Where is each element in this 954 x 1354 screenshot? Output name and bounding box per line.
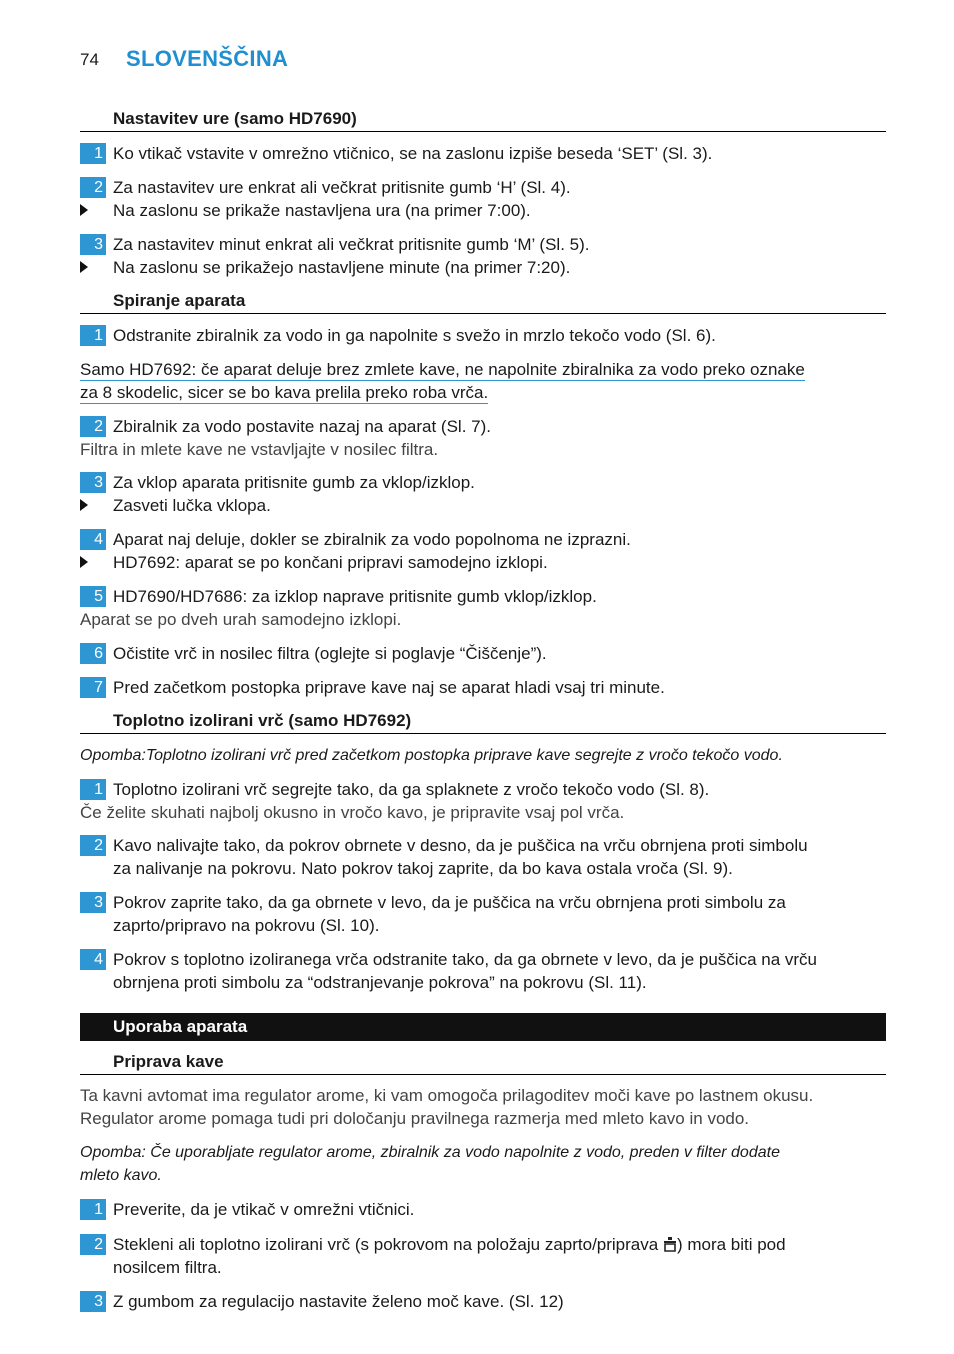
page-number: 74 [80, 50, 99, 69]
result-text: HD7692: aparat se po končani pripravi samodejno izklopi. [113, 553, 548, 572]
step-text: Aparat naj deluje, dokler se zbiralnik za vodo popolnoma ne izprazni. [113, 530, 631, 549]
closed-pot-icon [663, 1237, 677, 1252]
step-number: 2 [80, 177, 106, 198]
step-number: 3 [80, 1291, 106, 1312]
step-number: 5 [80, 586, 106, 607]
extra-text: Aparat se po dveh urah samodejno izklopi. [80, 610, 402, 629]
triangle-bullet-icon [80, 261, 88, 273]
step-text: Kavo nalivajte tako, da pokrov obrnete v desno, da je puščica na vrču obrnjena proti simbolu [113, 836, 808, 855]
note-text: Samo HD7692: če aparat deluje brez zmlete kave, ne napolnite zbiralnika za vodo preko oznake [80, 360, 805, 379]
step-text: Za nastavitev ure enkrat ali večkrat pritisnite gumb ‘H’ (Sl. 4). [113, 178, 571, 197]
step-text: Zbiralnik za vodo postavite nazaj na aparat (Sl. 7). [113, 417, 491, 436]
step-text: Odstranite zbiralnik za vodo in ga napolnite s svežo in mrzlo tekočo vodo (Sl. 6). [113, 326, 716, 345]
step-text: Očistite vrč in nosilec filtra (oglejte si poglavje “Čiščenje”). [113, 644, 547, 663]
heading-brew: Priprava kave [80, 1051, 886, 1075]
step-number: 1 [80, 325, 106, 346]
step-number: 1 [80, 1199, 106, 1220]
step-text: HD7690/HD7686: za izklop naprave pritisnite gumb vklop/izklop. [113, 587, 597, 606]
step-number: 3 [80, 472, 106, 493]
step-number: 1 [80, 143, 106, 164]
step-text: Ko vtikač vstavite v omrežno vtičnico, se na zaslonu izpiše beseda ‘SET’ (Sl. 3). [113, 144, 713, 163]
step-number: 2 [80, 835, 106, 856]
step-number: 2 [80, 1234, 106, 1255]
step-text: Z gumbom za regulacijo nastavite želeno moč kave. (Sl. 12) [113, 1292, 564, 1311]
section-band: Uporaba aparata [80, 1013, 886, 1041]
triangle-bullet-icon [80, 499, 88, 511]
note-text: Opomba:Toplotno izolirani vrč pred začetkom postopka priprave kave segrejte z vročo tekočo vodo. [80, 747, 783, 764]
step-text: Pred začetkom postopka priprave kave naj se aparat hladi vsaj tri minute. [113, 678, 665, 697]
note-text: mleto kavo. [80, 1167, 162, 1184]
triangle-bullet-icon [80, 204, 88, 216]
step-number: 1 [80, 779, 106, 800]
heading-jug: Toplotno izolirani vrč (samo HD7692) [80, 710, 886, 734]
paragraph-text: Ta kavni avtomat ima regulator arome, ki vam omogoča prilagoditev moči kave po lastnem okusu. [80, 1086, 814, 1105]
heading-clock: Nastavitev ure (samo HD7690) [80, 108, 886, 132]
paragraph-text: Regulator arome pomaga tudi pri določanju pravilnega razmerja med mleto kavo in vodo. [80, 1109, 750, 1128]
note-text: Opomba: Če uporabljate regulator arome, zbiralnik za vodo napolnite z vodo, preden v filter dodate [80, 1144, 780, 1161]
result-text: Na zaslonu se prikažejo nastavljene minute (na primer 7:20). [113, 258, 571, 277]
step-number: 6 [80, 643, 106, 664]
step-text: zaprto/pripravo na pokrovu (Sl. 10). [113, 916, 380, 935]
heading-rinse: Spiranje aparata [80, 290, 886, 314]
step-number: 7 [80, 677, 106, 698]
step-text: Za vklop aparata pritisnite gumb za vklop/izklop. [113, 473, 475, 492]
result-text: Na zaslonu se prikaže nastavljena ura (na primer 7:00). [113, 201, 531, 220]
step-number: 4 [80, 949, 106, 970]
step-text: Za nastavitev minut enkrat ali večkrat pritisnite gumb ‘M’ (Sl. 5). [113, 235, 590, 254]
step-text: Preverite, da je vtikač v omrežni vtičnici. [113, 1200, 415, 1219]
step-text: Stekleni ali toplotno izolirani vrč (s pokrovom na položaju zaprto/priprava ) mora biti pod [113, 1235, 786, 1254]
step-text: Pokrov s toplotno izoliranega vrča odstranite tako, da ga obrnete v levo, da je puščica na vrču [113, 950, 818, 969]
step-text: Toplotno izolirani vrč segrejte tako, da ga splaknete z vročo tekočo vodo (Sl. 8). [113, 780, 710, 799]
extra-text: Če želite skuhati najbolj okusno in vročo kavo, je pripravite vsaj pol vrča. [80, 803, 625, 822]
step-text: nosilcem filtra. [113, 1258, 222, 1277]
extra-text: Filtra in mlete kave ne vstavljajte v nosilec filtra. [80, 440, 439, 459]
note-text: za 8 skodelic, sicer se bo kava prelila preko roba vrča. [80, 383, 489, 402]
triangle-bullet-icon [80, 556, 88, 568]
step-text: Pokrov zaprite tako, da ga obrnete v levo, da je puščica na vrču obrnjena proti simbolu za [113, 893, 786, 912]
step-text: obrnjena proti simbolu za “odstranjevanje pokrova” na pokrovu (Sl. 11). [113, 973, 647, 992]
step-number: 3 [80, 892, 106, 913]
step-text: za nalivanje na pokrovu. Nato pokrov takoj zaprite, da bo kava ostala vroča (Sl. 9). [113, 859, 733, 878]
language-title: SLOVENŠČINA [126, 46, 289, 71]
step-number: 3 [80, 234, 106, 255]
result-text: Zasveti lučka vklopa. [113, 496, 271, 515]
step-number: 4 [80, 529, 106, 550]
step-number: 2 [80, 416, 106, 437]
